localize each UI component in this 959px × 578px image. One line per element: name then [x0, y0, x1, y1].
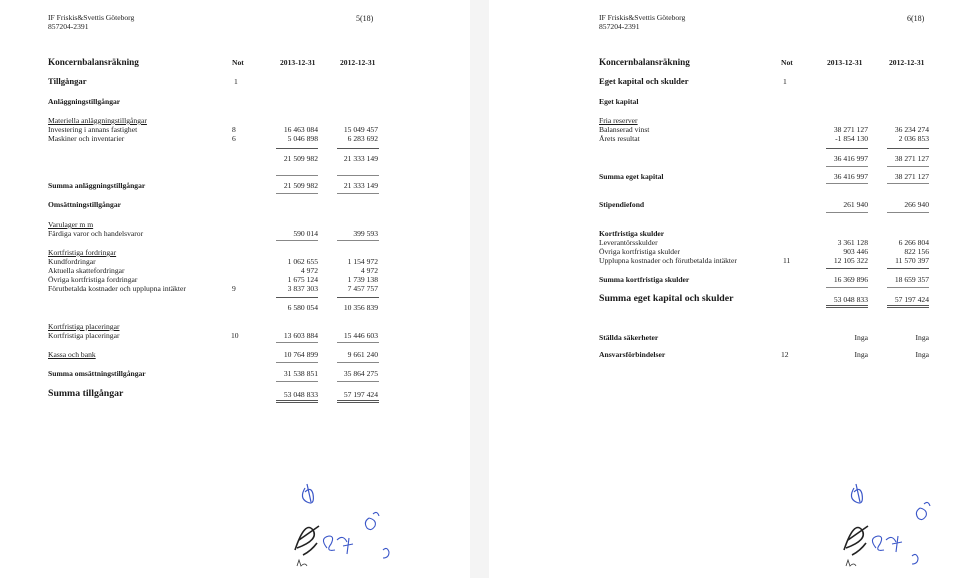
page-number: 6(18) — [907, 14, 925, 23]
subtotal-rule — [337, 240, 379, 241]
signature-initials — [834, 478, 949, 573]
total-2012: 21 333 149 — [343, 181, 378, 190]
subtotal-rule — [337, 362, 379, 363]
row-label: Upplupna kostnader och förutbetalda intäkter — [599, 256, 737, 265]
org-number: 857204-2391 — [599, 22, 640, 31]
group-heading-kortfristiga-fordringar: Kortfristiga fordringar — [48, 248, 117, 257]
row-label: Investering i annans fastighet — [48, 125, 138, 134]
total-2012: 35 864 275 — [343, 369, 378, 378]
subheading-omsattning: Omsättningstillgångar — [48, 200, 121, 209]
value-2013: Inga — [854, 333, 868, 342]
value-2012: 7 457 757 — [347, 284, 378, 293]
grand-total-rule — [826, 305, 868, 306]
row-label-stallda-sakerheter: Ställda säkerheter — [599, 333, 659, 342]
subtotal-rule — [887, 148, 929, 149]
grand-total-2012: 57 197 424 — [894, 295, 929, 304]
col-header-not: Not — [781, 58, 793, 67]
org-number: 857204-2391 — [48, 22, 89, 31]
page-gutter — [470, 0, 489, 578]
group-heading-kortfristiga-placeringar: Kortfristiga placeringar — [48, 322, 120, 331]
value-2013: Inga — [854, 350, 868, 359]
group-heading-fria-reserver: Fria reserver — [599, 116, 638, 125]
value-2012: 2 036 853 — [898, 134, 929, 143]
value-2012: Inga — [915, 350, 929, 359]
row-label-stipendiefond: Stipendiefond — [599, 200, 645, 209]
grand-total-2013: 53 048 833 — [833, 295, 868, 304]
group-heading-materiella: Materiella anläggningstillgångar — [48, 116, 147, 125]
subtotal-2013: 6 580 054 — [287, 303, 318, 312]
subtotal-rule — [826, 148, 868, 149]
total-2013: 31 538 851 — [283, 369, 318, 378]
total-rule — [276, 381, 318, 382]
col-header-2013: 2013-12-31 — [280, 58, 316, 67]
total-label: Summa eget kapital — [599, 172, 664, 181]
balance-sheet-page-assets — [0, 0, 470, 578]
subtotal-rule — [276, 342, 318, 343]
total-rule — [826, 287, 868, 288]
note-ref: 1 — [783, 77, 787, 86]
value-2013: 903 446 — [843, 247, 868, 256]
note-ref: 8 — [232, 125, 236, 134]
grand-total-rule — [337, 402, 379, 403]
total-rule — [826, 183, 868, 184]
col-header-not: Not — [232, 58, 244, 67]
row-label-ansvarsforbindelser: Ansvarsförbindelser — [599, 350, 666, 359]
row-label: Övriga kortfristiga skulder — [599, 247, 680, 256]
grand-total-rule — [826, 307, 868, 308]
section-heading-tillgangar: Tillgångar — [48, 76, 87, 86]
subtotal-rule — [337, 297, 379, 298]
total-rule — [276, 193, 318, 194]
value-2013: 13 603 884 — [283, 331, 318, 340]
subtotal-rule — [887, 268, 929, 269]
company-name: IF Friskis&Svettis Göteborg — [48, 13, 135, 22]
company-name: IF Friskis&Svettis Göteborg — [599, 13, 686, 22]
page-number: 5(18) — [356, 14, 374, 23]
total-rule — [337, 193, 379, 194]
value-2012: 6 266 804 — [898, 238, 929, 247]
page-title: Koncernbalansräkning — [599, 57, 690, 67]
note-ref: 10 — [231, 331, 239, 340]
total-2013: 21 509 982 — [283, 181, 318, 190]
row-label: Förutbetalda kostnader och upplupna intäkter — [48, 284, 186, 293]
value-2012: 399 593 — [353, 229, 378, 238]
section-heading-eget-kapital-skulder: Eget kapital och skulder — [599, 76, 689, 86]
subtotal-rule — [887, 212, 929, 213]
value-2012: 1 739 138 — [347, 275, 378, 284]
page-title: Koncernbalansräkning — [48, 57, 139, 67]
col-header-2012: 2012-12-31 — [889, 58, 925, 67]
subtotal-rule — [276, 297, 318, 298]
note-ref: 9 — [232, 284, 236, 293]
row-label: Övriga kortfristiga fordringar — [48, 275, 138, 284]
total-rule — [276, 175, 318, 176]
subtotal-rule — [276, 148, 318, 149]
col-header-2013: 2013-12-31 — [827, 58, 863, 67]
value-2013: 10 764 899 — [283, 350, 318, 359]
grand-total-rule — [276, 402, 318, 403]
total-2013: 16 369 896 — [833, 275, 868, 284]
subtotal-rule — [826, 212, 868, 213]
value-2012: 36 234 274 — [894, 125, 929, 134]
row-label: Balanserad vinst — [599, 125, 650, 134]
value-2013: 261 940 — [843, 200, 868, 209]
subtotal-2013: 21 509 982 — [283, 154, 318, 163]
value-2012: 15 446 603 — [343, 331, 378, 340]
note-ref: 6 — [232, 134, 236, 143]
signature-initials — [285, 480, 405, 575]
row-label-kassa: Kassa och bank — [48, 350, 96, 359]
grand-total-label: Summa eget kapital och skulder — [599, 293, 734, 304]
grand-total-rule — [887, 307, 929, 308]
note-ref: 1 — [234, 77, 238, 86]
value-2013: 38 271 127 — [833, 125, 868, 134]
total-rule — [887, 287, 929, 288]
value-2012: 6 283 692 — [347, 134, 378, 143]
value-2012: 9 661 240 — [347, 350, 378, 359]
subtotal-rule — [337, 342, 379, 343]
subtotal-rule — [276, 240, 318, 241]
total-label: Summa omsättningstillgångar — [48, 369, 146, 378]
value-2012: 822 156 — [904, 247, 929, 256]
total-2013: 36 416 997 — [833, 172, 868, 181]
value-2012: 4 972 — [360, 266, 378, 275]
value-2013: 3 361 128 — [837, 238, 868, 247]
grand-total-rule — [276, 400, 318, 401]
subheading-eget-kapital: Eget kapital — [599, 97, 639, 106]
total-rule — [887, 183, 929, 184]
row-label: Årets resultat — [599, 134, 640, 143]
value-2013: -1 854 130 — [835, 134, 868, 143]
total-rule — [337, 381, 379, 382]
value-2013: 1 062 655 — [287, 257, 318, 266]
total-label: Summa kortfristiga skulder — [599, 275, 690, 284]
balance-sheet-page-liabilities — [489, 0, 959, 578]
value-2013: 4 972 — [300, 266, 318, 275]
subtotal-2013: 36 416 997 — [833, 154, 868, 163]
grand-total-label: Summa tillgångar — [48, 388, 124, 399]
row-label: Kortfristiga placeringar — [48, 331, 120, 340]
value-2012: 11 570 397 — [895, 256, 929, 265]
value-2012: 15 049 457 — [343, 125, 378, 134]
subtotal-2012: 21 333 149 — [343, 154, 378, 163]
subtotal-2012: 10 356 839 — [343, 303, 378, 312]
note-ref: 12 — [781, 350, 789, 359]
subtotal-rule — [276, 362, 318, 363]
value-2012: Inga — [915, 333, 929, 342]
subheading-anlaggning: Anläggningstillgångar — [48, 97, 121, 106]
total-rule — [826, 166, 868, 167]
note-ref: 11 — [783, 256, 791, 265]
group-heading-kortfristiga-skulder: Kortfristiga skulder — [599, 229, 665, 238]
subtotal-rule — [826, 268, 868, 269]
row-label: Kundfordringar — [48, 257, 96, 266]
total-rule — [337, 175, 379, 176]
subtotal-2012: 38 271 127 — [894, 154, 929, 163]
value-2012: 1 154 972 — [347, 257, 378, 266]
group-heading-varulager: Varulager m m — [48, 220, 94, 229]
value-2013: 3 837 303 — [287, 284, 318, 293]
row-label: Aktuella skattefordringar — [48, 266, 125, 275]
subtotal-rule — [337, 148, 379, 149]
value-2012: 266 940 — [904, 200, 929, 209]
total-2012: 18 659 357 — [894, 275, 929, 284]
row-label: Färdiga varor och handelsvaror — [48, 229, 144, 238]
grand-total-2013: 53 048 833 — [283, 390, 318, 399]
value-2013: 5 046 898 — [287, 134, 318, 143]
grand-total-2012: 57 197 424 — [343, 390, 378, 399]
grand-total-rule — [887, 305, 929, 306]
total-rule — [887, 166, 929, 167]
col-header-2012: 2012-12-31 — [340, 58, 376, 67]
grand-total-rule — [337, 400, 379, 401]
total-2012: 38 271 127 — [894, 172, 929, 181]
row-label: Leverantörsskulder — [599, 238, 658, 247]
value-2013: 590 014 — [293, 229, 318, 238]
row-label: Maskiner och inventarier — [48, 134, 125, 143]
value-2013: 1 675 124 — [287, 275, 318, 284]
value-2013: 12 105 322 — [833, 256, 868, 265]
total-label: Summa anläggningstillgångar — [48, 181, 146, 190]
value-2013: 16 463 084 — [283, 125, 318, 134]
